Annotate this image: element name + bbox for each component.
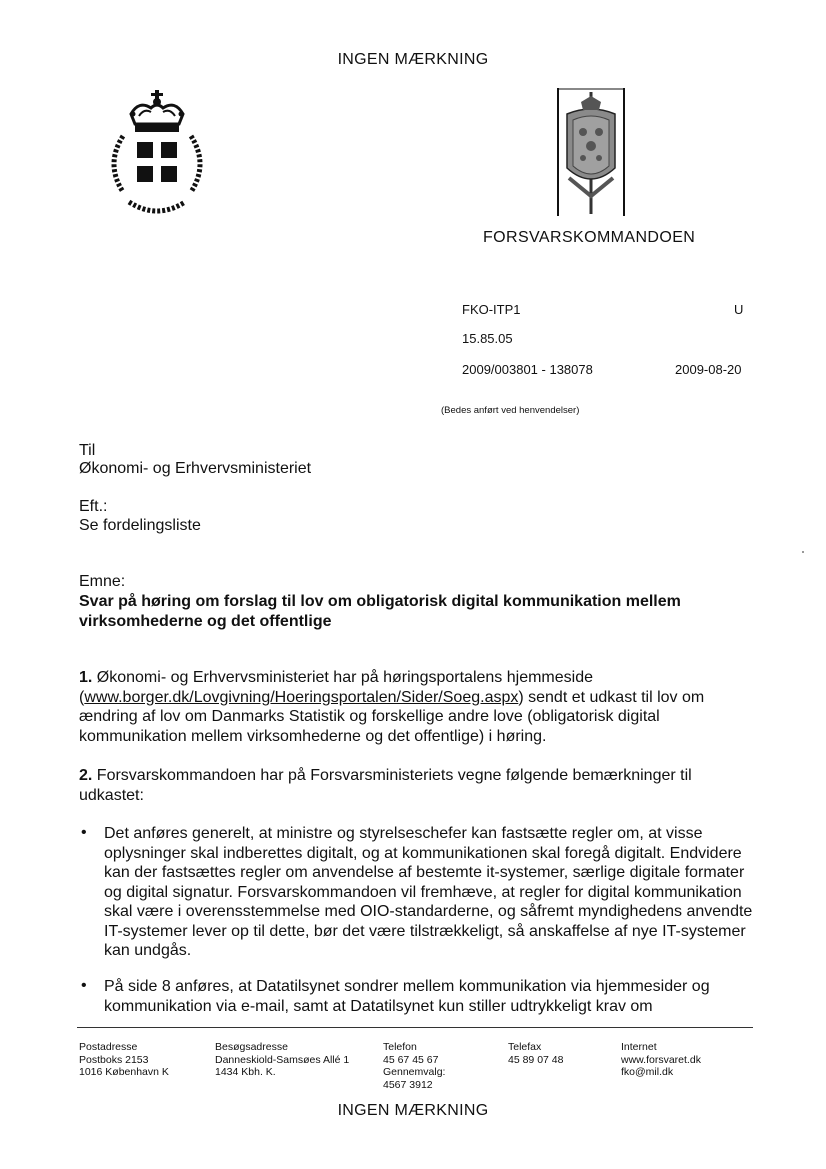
scan-speck	[802, 551, 804, 553]
footer-fax	[508, 1041, 563, 1066]
footer-postal-label: Postadresse	[79, 1041, 138, 1053]
bullet-2-text: På side 8 anføres, at Datatilsynet sondrer mellem kommunikation via hjemmesider og kommunikation via e-mail, samt at Datatilsynet kun stiller udtrykkeligt krav om	[104, 978, 710, 1015]
footer-phone-line3: 4567 3912	[383, 1078, 433, 1091]
royal-crown-emblem-icon	[103, 90, 213, 218]
footer-postal-line1: Postboks 2153	[79, 1053, 149, 1066]
footer-internet	[621, 1041, 701, 1079]
footer-visit-line1: Danneskiold-Samsøes Allé 1	[215, 1053, 350, 1066]
reference-office: FKO-ITP1	[462, 302, 521, 317]
paragraph-2-text: Forsvarskommandoen har på Forsvarsministeriets vegne følgende bemærkninger til udkastet:	[79, 767, 692, 804]
reference-note: (Bedes anført ved henvendelser)	[441, 405, 580, 416]
subject-title: Svar på høring om forslag til lov om obligatorisk digital kommunikation mellem virksomhederne og det offentlige	[79, 593, 681, 630]
paragraph-1-text-b: ) sendt et udkast til lov om ændring af lov om Danmarks Statistik og forskellige andre love (obligatorisk digital kommunikation mellem virksomhederne og det offentlige) i høring.	[79, 688, 705, 745]
reference-classification: U	[734, 302, 744, 317]
footer-internet-label: Internet	[621, 1041, 657, 1053]
footer-phone	[383, 1041, 445, 1091]
hearing-portal-link[interactable]: www.borger.dk/Lovgivning/Hoeringsportalen/Sider/Soeg.aspx	[84, 688, 519, 706]
footer-visit-address	[215, 1041, 349, 1079]
bullet-1-text: Det anføres generelt, at ministre og styrelseschefer kan fastsætte regler om, at visse oplysninger skal indberettes digitalt, og at kommunikationen skal foregå digitalt. Endvidere kan der fastsættes regler om anvendelse af bestemte it-systemer, særlige digitale formater og digital signatur. Forsvarskommandoen vil fremhæve, at regler for digital kommunikation skal være i overensstemmelse med OIO-standarderne, og såfremt myndighedens anvendte IT-systemer lever op til dette, bør det være tilstrækkeligt, så anskaffelse af nye IT-systemer kan undgås.	[104, 825, 753, 959]
footer-website-link[interactable]: www.forsvaret.dk	[621, 1053, 701, 1066]
paragraph-2	[79, 766, 759, 805]
footer-phone-label: Telefon	[383, 1041, 417, 1053]
footer-fax-label: Telefax	[508, 1041, 542, 1053]
copy-label: Eft.:	[79, 498, 108, 515]
paragraph-2-number: 2.	[79, 767, 93, 784]
footer-email-link[interactable]: fko@mil.dk	[621, 1066, 674, 1078]
reference-date: 2009-08-20	[675, 362, 742, 377]
footer-visit-label: Besøgsadresse	[215, 1041, 288, 1053]
bullet-1-symbol: •	[81, 824, 87, 841]
reference-case-number: 2009/003801 - 138078	[462, 362, 593, 377]
defence-coat-of-arms-icon	[555, 88, 627, 216]
paragraph-1-text-a: Økonomi- og Erhvervsministeriet har på høringsportalens hjemmeside (	[79, 669, 593, 706]
footer-fax-line1: 45 89 07 48	[508, 1053, 564, 1066]
reference-journal: 15.85.05	[462, 331, 513, 346]
footer-postal-line2: 1016 København K	[79, 1066, 169, 1078]
classification-marking-bottom: INGEN MÆRKNING	[337, 1102, 489, 1119]
paragraph-1-number: 1.	[79, 669, 93, 686]
footer-phone-line2: Gennemvalg:	[383, 1066, 446, 1078]
recipient-label: Til	[79, 442, 96, 459]
recipient-value: Økonomi- og Erhvervsministeriet	[79, 460, 312, 477]
classification-marking-top: INGEN MÆRKNING	[337, 51, 489, 68]
organization-name: FORSVARSKOMMANDOEN	[483, 229, 696, 246]
footer-phone-line1: 45 67 45 67	[383, 1053, 439, 1066]
copy-value: Se fordelingsliste	[79, 517, 201, 534]
footer-divider	[77, 1027, 753, 1028]
bullet-2-symbol: •	[81, 977, 87, 994]
footer-visit-line2: 1434 Kbh. K.	[215, 1066, 276, 1078]
subject-label: Emne:	[79, 573, 126, 590]
paragraph-1	[79, 668, 759, 746]
footer-postal-address	[79, 1041, 169, 1079]
